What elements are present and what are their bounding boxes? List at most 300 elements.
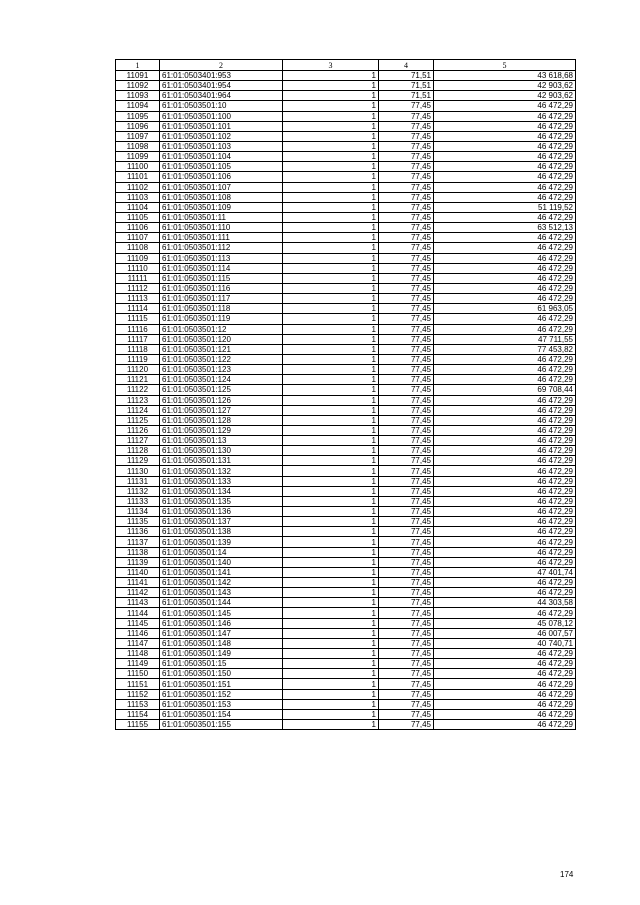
table-row (116, 395, 576, 405)
count-cell: 1 (283, 273, 379, 283)
table-row (116, 182, 576, 192)
cadastral-number-cell: 61:01:0503501:116 (160, 283, 283, 293)
count-cell: 1 (283, 486, 379, 496)
count-cell: 1 (283, 253, 379, 263)
value-cell: 46 472,29 (434, 121, 576, 131)
count-cell: 1 (283, 567, 379, 577)
value-cell: 46 472,29 (434, 720, 576, 730)
value-cell: 46 472,29 (434, 324, 576, 334)
row-number-cell: 11137 (116, 537, 160, 547)
rate-cell: 71,51 (379, 71, 434, 81)
count-cell: 1 (283, 314, 379, 324)
cadastral-number-cell: 61:01:0503501:153 (160, 699, 283, 709)
value-cell: 45 078,12 (434, 618, 576, 628)
value-cell: 46 472,29 (434, 233, 576, 243)
row-number-cell: 11140 (116, 567, 160, 577)
row-number-cell: 11102 (116, 182, 160, 192)
value-cell: 46 472,29 (434, 263, 576, 273)
table-row (116, 415, 576, 425)
rate-cell: 77,45 (379, 567, 434, 577)
count-cell: 1 (283, 304, 379, 314)
cadastral-number-cell: 61:01:0503501:138 (160, 527, 283, 537)
value-cell: 46 472,29 (434, 162, 576, 172)
value-cell: 46 472,29 (434, 365, 576, 375)
count-cell: 1 (283, 81, 379, 91)
table-row (116, 273, 576, 283)
row-number-cell: 11101 (116, 172, 160, 182)
value-cell: 46 007,57 (434, 628, 576, 638)
row-number-cell: 11154 (116, 709, 160, 719)
value-cell: 47 711,55 (434, 334, 576, 344)
value-cell: 46 472,29 (434, 141, 576, 151)
count-cell: 1 (283, 638, 379, 648)
rate-cell: 77,45 (379, 365, 434, 375)
value-cell: 46 472,29 (434, 273, 576, 283)
table-row (116, 618, 576, 628)
rate-cell: 77,45 (379, 679, 434, 689)
row-number-cell: 11148 (116, 649, 160, 659)
rate-cell: 77,45 (379, 273, 434, 283)
table-row (116, 517, 576, 527)
column-header: 4 (379, 60, 434, 71)
rate-cell: 77,45 (379, 233, 434, 243)
row-number-cell: 11116 (116, 324, 160, 334)
row-number-cell: 11111 (116, 273, 160, 283)
row-number-cell: 11142 (116, 588, 160, 598)
value-cell: 46 472,29 (434, 699, 576, 709)
table-row (116, 375, 576, 385)
cadastral-number-cell: 61:01:0503501:115 (160, 273, 283, 283)
value-cell: 46 472,29 (434, 111, 576, 121)
rate-cell: 77,45 (379, 212, 434, 222)
row-number-cell: 11119 (116, 354, 160, 364)
rate-cell: 77,45 (379, 527, 434, 537)
table-row (116, 121, 576, 131)
column-header: 1 (116, 60, 160, 71)
rate-cell: 77,45 (379, 699, 434, 709)
cadastral-number-cell: 61:01:0503501:122 (160, 354, 283, 364)
cadastral-number-cell: 61:01:0503501:132 (160, 466, 283, 476)
rate-cell: 77,45 (379, 243, 434, 253)
value-cell: 46 472,29 (434, 243, 576, 253)
rate-cell: 77,45 (379, 344, 434, 354)
table-row (116, 233, 576, 243)
table-row (116, 223, 576, 233)
row-number-cell: 11099 (116, 152, 160, 162)
row-number-cell: 11117 (116, 334, 160, 344)
table-row (116, 436, 576, 446)
cadastral-number-cell: 61:01:0503501:13 (160, 436, 283, 446)
table-row (116, 598, 576, 608)
count-cell: 1 (283, 608, 379, 618)
rate-cell: 77,45 (379, 720, 434, 730)
count-cell: 1 (283, 91, 379, 101)
count-cell: 1 (283, 720, 379, 730)
value-cell: 46 472,29 (434, 375, 576, 385)
cadastral-number-cell: 61:01:0503501:119 (160, 314, 283, 324)
count-cell: 1 (283, 243, 379, 253)
table-row (116, 649, 576, 659)
cadastral-number-cell: 61:01:0503501:15 (160, 659, 283, 669)
table-row (116, 669, 576, 679)
table-row (116, 588, 576, 598)
cadastral-number-cell: 61:01:0503501:107 (160, 182, 283, 192)
value-cell: 46 472,29 (434, 557, 576, 567)
value-cell: 43 618,68 (434, 71, 576, 81)
column-header: 2 (160, 60, 283, 71)
cadastral-number-cell: 61:01:0503501:103 (160, 141, 283, 151)
count-cell: 1 (283, 628, 379, 638)
row-number-cell: 11129 (116, 456, 160, 466)
cadastral-number-cell: 61:01:0503401:953 (160, 71, 283, 81)
count-cell: 1 (283, 365, 379, 375)
row-number-cell: 11133 (116, 496, 160, 506)
value-cell: 46 472,29 (434, 253, 576, 263)
count-cell: 1 (283, 517, 379, 527)
cadastral-number-cell: 61:01:0503501:120 (160, 334, 283, 344)
count-cell: 1 (283, 131, 379, 141)
row-number-cell: 11093 (116, 91, 160, 101)
table-row (116, 720, 576, 730)
table-row (116, 659, 576, 669)
table-row (116, 344, 576, 354)
cadastral-number-cell: 61:01:0503501:128 (160, 415, 283, 425)
count-cell: 1 (283, 588, 379, 598)
row-number-cell: 11121 (116, 375, 160, 385)
rate-cell: 77,45 (379, 223, 434, 233)
row-number-cell: 11098 (116, 141, 160, 151)
value-cell: 46 472,29 (434, 659, 576, 669)
value-cell: 77 453,82 (434, 344, 576, 354)
value-cell: 46 472,29 (434, 466, 576, 476)
rate-cell: 77,45 (379, 588, 434, 598)
cadastral-number-cell: 61:01:0503501:11 (160, 212, 283, 222)
cadastral-number-cell: 61:01:0503501:10 (160, 101, 283, 111)
count-cell: 1 (283, 507, 379, 517)
count-cell: 1 (283, 375, 379, 385)
cadastral-number-cell: 61:01:0503501:133 (160, 476, 283, 486)
cadastral-number-cell: 61:01:0503501:100 (160, 111, 283, 121)
rate-cell: 77,45 (379, 659, 434, 669)
cadastral-number-cell: 61:01:0503501:137 (160, 517, 283, 527)
table-row (116, 456, 576, 466)
row-number-cell: 11118 (116, 344, 160, 354)
table-row (116, 608, 576, 618)
table-row (116, 91, 576, 101)
row-number-cell: 11127 (116, 436, 160, 446)
count-cell: 1 (283, 689, 379, 699)
row-number-cell: 11144 (116, 608, 160, 618)
value-cell: 46 472,29 (434, 314, 576, 324)
row-number-cell: 11097 (116, 131, 160, 141)
cadastral-number-cell: 61:01:0503501:109 (160, 202, 283, 212)
rate-cell: 77,45 (379, 294, 434, 304)
count-cell: 1 (283, 578, 379, 588)
value-cell: 46 472,29 (434, 496, 576, 506)
row-number-cell: 11106 (116, 223, 160, 233)
table-row (116, 294, 576, 304)
table-row (116, 547, 576, 557)
row-number-cell: 11138 (116, 547, 160, 557)
rate-cell: 77,45 (379, 314, 434, 324)
cadastral-number-cell: 61:01:0503501:135 (160, 496, 283, 506)
count-cell: 1 (283, 659, 379, 669)
table-row (116, 567, 576, 577)
cadastral-number-cell: 61:01:0503501:144 (160, 598, 283, 608)
value-cell: 46 472,29 (434, 476, 576, 486)
rate-cell: 77,45 (379, 507, 434, 517)
cadastral-number-cell: 61:01:0503501:101 (160, 121, 283, 131)
count-cell: 1 (283, 344, 379, 354)
value-cell: 46 472,29 (434, 294, 576, 304)
count-cell: 1 (283, 649, 379, 659)
cadastral-number-cell: 61:01:0503501:145 (160, 608, 283, 618)
row-number-cell: 11139 (116, 557, 160, 567)
table-row (116, 476, 576, 486)
table-row (116, 141, 576, 151)
table-row (116, 324, 576, 334)
value-cell: 63 512,13 (434, 223, 576, 233)
row-number-cell: 11132 (116, 486, 160, 496)
rate-cell: 77,45 (379, 354, 434, 364)
value-cell: 47 401,74 (434, 567, 576, 577)
rate-cell: 77,45 (379, 385, 434, 395)
row-number-cell: 11153 (116, 699, 160, 709)
count-cell: 1 (283, 425, 379, 435)
table-row (116, 486, 576, 496)
cadastral-number-cell: 61:01:0503501:102 (160, 131, 283, 141)
table-row (116, 689, 576, 699)
cadastral-number-cell: 61:01:0503501:136 (160, 507, 283, 517)
rate-cell: 77,45 (379, 689, 434, 699)
rate-cell: 77,45 (379, 517, 434, 527)
value-cell: 46 472,29 (434, 101, 576, 111)
row-number-cell: 11103 (116, 192, 160, 202)
table-row (116, 81, 576, 91)
count-cell: 1 (283, 669, 379, 679)
value-cell: 46 472,29 (434, 547, 576, 557)
value-cell: 46 472,29 (434, 486, 576, 496)
value-cell: 46 472,29 (434, 354, 576, 364)
row-number-cell: 11151 (116, 679, 160, 689)
rate-cell: 77,45 (379, 101, 434, 111)
value-cell: 46 472,29 (434, 131, 576, 141)
cadastral-number-cell: 61:01:0503501:105 (160, 162, 283, 172)
count-cell: 1 (283, 71, 379, 81)
cadastral-number-cell: 61:01:0503501:125 (160, 385, 283, 395)
count-cell: 1 (283, 557, 379, 567)
rate-cell: 77,45 (379, 466, 434, 476)
value-cell: 69 708,44 (434, 385, 576, 395)
cadastral-number-cell: 61:01:0503501:112 (160, 243, 283, 253)
table-body (116, 71, 576, 730)
value-cell: 46 472,29 (434, 669, 576, 679)
row-number-cell: 11120 (116, 365, 160, 375)
cadastral-number-cell: 61:01:0503501:126 (160, 395, 283, 405)
value-cell: 42 903,62 (434, 81, 576, 91)
cadastral-number-cell: 61:01:0503501:148 (160, 638, 283, 648)
rate-cell: 77,45 (379, 476, 434, 486)
count-cell: 1 (283, 436, 379, 446)
table-row (116, 425, 576, 435)
table-row (116, 578, 576, 588)
value-cell: 46 472,29 (434, 649, 576, 659)
value-cell: 46 472,29 (434, 578, 576, 588)
row-number-cell: 11126 (116, 425, 160, 435)
row-number-cell: 11115 (116, 314, 160, 324)
rate-cell: 77,45 (379, 496, 434, 506)
value-cell: 46 472,29 (434, 709, 576, 719)
cadastral-number-cell: 61:01:0503501:150 (160, 669, 283, 679)
cadastral-number-cell: 61:01:0503501:142 (160, 578, 283, 588)
count-cell: 1 (283, 152, 379, 162)
table-row (116, 101, 576, 111)
count-cell: 1 (283, 456, 379, 466)
cadastral-number-cell: 61:01:0503401:964 (160, 91, 283, 101)
row-number-cell: 11128 (116, 446, 160, 456)
value-cell: 46 472,29 (434, 608, 576, 618)
count-cell: 1 (283, 111, 379, 121)
column-header: 5 (434, 60, 576, 71)
table-row (116, 334, 576, 344)
count-cell: 1 (283, 537, 379, 547)
cadastral-number-cell: 61:01:0503501:127 (160, 405, 283, 415)
page-number: 174 (560, 870, 574, 879)
row-number-cell: 11124 (116, 405, 160, 415)
rate-cell: 77,45 (379, 111, 434, 121)
table-row (116, 385, 576, 395)
row-number-cell: 11107 (116, 233, 160, 243)
value-cell: 46 472,29 (434, 415, 576, 425)
cadastral-number-cell: 61:01:0503501:141 (160, 567, 283, 577)
value-cell: 44 303,58 (434, 598, 576, 608)
rate-cell: 77,45 (379, 598, 434, 608)
value-cell: 42 903,62 (434, 91, 576, 101)
value-cell: 46 472,29 (434, 192, 576, 202)
cadastral-number-cell: 61:01:0503501:147 (160, 628, 283, 638)
row-number-cell: 11141 (116, 578, 160, 588)
row-number-cell: 11108 (116, 243, 160, 253)
row-number-cell: 11134 (116, 507, 160, 517)
count-cell: 1 (283, 466, 379, 476)
cadastral-number-cell: 61:01:0503501:110 (160, 223, 283, 233)
table-row (116, 709, 576, 719)
value-cell: 46 472,29 (434, 395, 576, 405)
rate-cell: 77,45 (379, 578, 434, 588)
row-number-cell: 11114 (116, 304, 160, 314)
rate-cell: 71,51 (379, 91, 434, 101)
rate-cell: 77,45 (379, 304, 434, 314)
row-number-cell: 11146 (116, 628, 160, 638)
rate-cell: 77,45 (379, 669, 434, 679)
rate-cell: 77,45 (379, 405, 434, 415)
rate-cell: 77,45 (379, 709, 434, 719)
cadastral-number-cell: 61:01:0503501:114 (160, 263, 283, 273)
row-number-cell: 11113 (116, 294, 160, 304)
rate-cell: 77,45 (379, 547, 434, 557)
row-number-cell: 11152 (116, 689, 160, 699)
rate-cell: 77,45 (379, 395, 434, 405)
column-header: 3 (283, 60, 379, 71)
table-row (116, 507, 576, 517)
row-number-cell: 11147 (116, 638, 160, 648)
rate-cell: 77,45 (379, 152, 434, 162)
rate-cell: 77,45 (379, 141, 434, 151)
cadastral-number-cell: 61:01:0503501:104 (160, 152, 283, 162)
row-number-cell: 11110 (116, 263, 160, 273)
table-row (116, 111, 576, 121)
rate-cell: 77,45 (379, 131, 434, 141)
count-cell: 1 (283, 162, 379, 172)
rate-cell: 77,45 (379, 557, 434, 567)
cadastral-number-cell: 61:01:0503501:14 (160, 547, 283, 557)
rate-cell: 77,45 (379, 456, 434, 466)
cadastral-number-cell: 61:01:0503501:108 (160, 192, 283, 202)
rate-cell: 77,45 (379, 192, 434, 202)
rate-cell: 71,51 (379, 81, 434, 91)
table-row (116, 365, 576, 375)
cadastral-number-cell: 61:01:0503501:151 (160, 679, 283, 689)
cadastral-number-cell: 61:01:0503501:155 (160, 720, 283, 730)
value-cell: 40 740,71 (434, 638, 576, 648)
cadastral-number-cell: 61:01:0503501:129 (160, 425, 283, 435)
value-cell: 46 472,29 (434, 182, 576, 192)
row-number-cell: 11100 (116, 162, 160, 172)
count-cell: 1 (283, 294, 379, 304)
table-row (116, 283, 576, 293)
row-number-cell: 11122 (116, 385, 160, 395)
value-cell: 46 472,29 (434, 517, 576, 527)
cadastral-number-cell: 61:01:0503501:106 (160, 172, 283, 182)
value-cell: 46 472,29 (434, 527, 576, 537)
cadastral-number-cell: 61:01:0503401:954 (160, 81, 283, 91)
count-cell: 1 (283, 354, 379, 364)
table-row (116, 638, 576, 648)
row-number-cell: 11109 (116, 253, 160, 263)
rate-cell: 77,45 (379, 375, 434, 385)
cadastral-number-cell: 61:01:0503501:146 (160, 618, 283, 628)
row-number-cell: 11131 (116, 476, 160, 486)
row-number-cell: 11150 (116, 669, 160, 679)
table-row (116, 496, 576, 506)
table-row (116, 152, 576, 162)
count-cell: 1 (283, 547, 379, 557)
value-cell: 46 472,29 (434, 679, 576, 689)
rate-cell: 77,45 (379, 446, 434, 456)
rate-cell: 77,45 (379, 618, 434, 628)
count-cell: 1 (283, 679, 379, 689)
rate-cell: 77,45 (379, 415, 434, 425)
count-cell: 1 (283, 283, 379, 293)
count-cell: 1 (283, 334, 379, 344)
cadastral-number-cell: 61:01:0503501:117 (160, 294, 283, 304)
rate-cell: 77,45 (379, 162, 434, 172)
row-number-cell: 11112 (116, 283, 160, 293)
table-row (116, 557, 576, 567)
cadastral-number-cell: 61:01:0503501:154 (160, 709, 283, 719)
cadastral-number-cell: 61:01:0503501:118 (160, 304, 283, 314)
value-cell: 46 472,29 (434, 689, 576, 699)
row-number-cell: 11149 (116, 659, 160, 669)
count-cell: 1 (283, 212, 379, 222)
value-cell: 46 472,29 (434, 283, 576, 293)
table-row (116, 537, 576, 547)
count-cell: 1 (283, 476, 379, 486)
rate-cell: 77,45 (379, 628, 434, 638)
row-number-cell: 11155 (116, 720, 160, 730)
table-row (116, 628, 576, 638)
row-number-cell: 11095 (116, 111, 160, 121)
